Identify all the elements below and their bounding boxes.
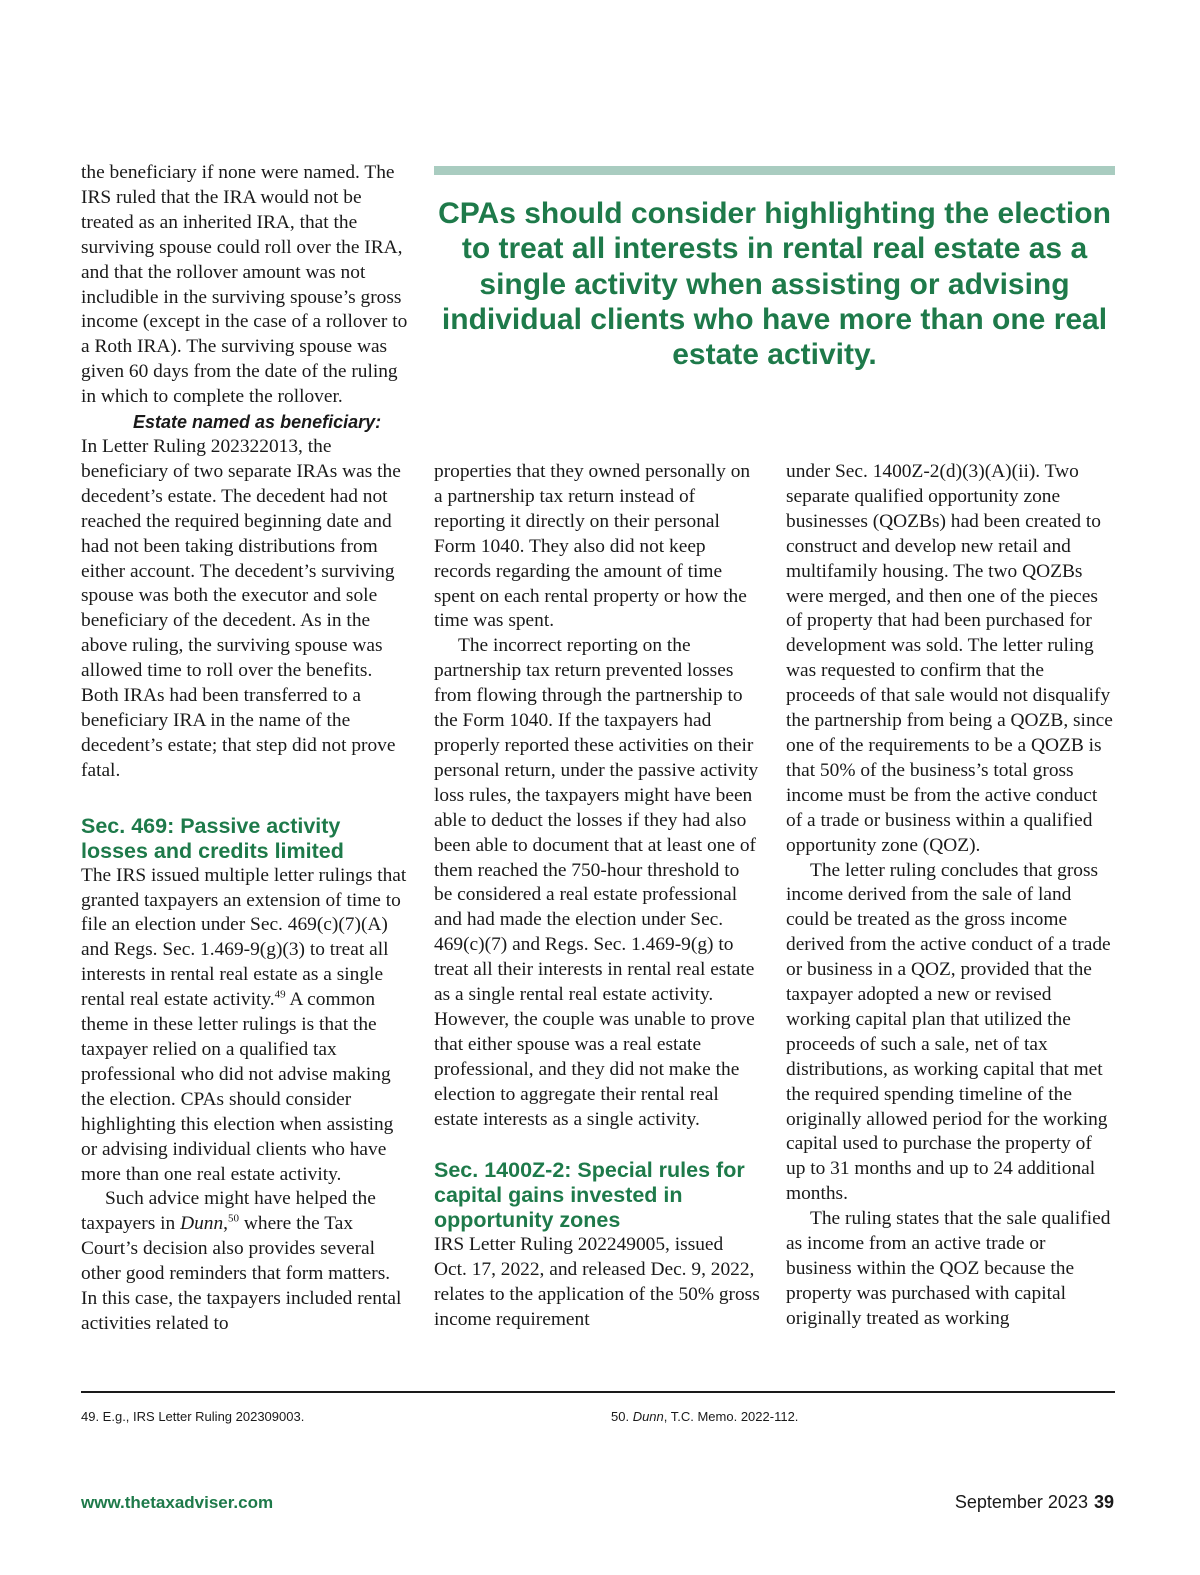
case-name-dunn: Dunn <box>180 1213 224 1235</box>
footnote-ref-49[interactable]: 49 <box>274 988 286 1001</box>
col3-paragraph-1: under Sec. 1400Z-2(d)(3)(A)(ii). Two separate qualified opportunity zone businesses (QOZBs) had been created to construct and develop new retail and multifamily housing. The two QOZBs were merged, and then one of the pieces of property that had been purchased for development was sold. The letter ruling was requested to confirm that the proceeds of that sale would not disqualify the partnership from being a QOZB, since one of the requirements to be a QOZB is that 50% of the business’s total gross income must be from the active conduct of a trade or business within a qualified opportunity zone (QOZ). <box>786 461 1113 856</box>
col1-p3-part-b: A common theme in these letter rulings is that the taxpayer relied on a qualified tax professional who did not advise making the election. CPAs should consider highlighting this election when assisting or advising individual clients who have more than one real estate activity. <box>81 989 394 1185</box>
col1-paragraph-2: In Letter Ruling 202322013, the beneficiary of two separate IRAs was the decedent’s estate. The decedent had not reached the required beginning date and had not been taking distributions from either account. The decedent’s surviving spouse was both the executor and sole beneficiary of the decedent. As in the above ruling, the surviving spouse was allowed time to roll over the benefits. Both IRAs had been transferred to a beneficiary IRA in the name of the decedent’s estate; that step did not prove fatal. <box>81 435 401 781</box>
footnote-ref-50[interactable]: 50 <box>228 1212 240 1225</box>
col1-paragraph-4: Such advice might have helped the taxpayers in Dunn,$^{50}$ where the Tax Court’s decision also provides several other good reminders that form matters. In this case, the taxpayers included rental activities related to <box>81 1188 402 1334</box>
footnote-divider <box>81 1391 1115 1393</box>
col2-paragraph-2: The incorrect reporting on the partnership tax return prevented losses from flowing through the partnership to the Form 1040. If the taxpayers had properly reported these activities on their personal return, under the passive activity loss rules, the taxpayers might have been able to deduct the losses if they had also been able to document that at least one of them reached the 750-hour threshold to be considered a real estate professional and had made the election under Sec. 469(c)(7) and Regs. Sec. 1.469-9(g) to treat all their interests in rental real estate as a single rental real estate activity. However, the couple was unable to prove that either spouse was a real estate professional, and they did not make the election to aggregate their rental real estate interests as a single activity. <box>434 635 759 1130</box>
footnote-50-number: 50. <box>611 1409 633 1424</box>
col1-p3-part-a: The IRS issued multiple letter rulings that granted taxpayers an extension of time to file an election under Sec. 469(c)(7)(A) and Regs. Sec. 1.469-9(g)(3) to treat all interests in rental real estate as a single rental real estate activity. <box>81 864 407 1011</box>
pull-quote-rule <box>434 166 1115 175</box>
section-heading-1400z2: Sec. 1400Z-2: Special rules for capital gains invested in opportunity zones <box>434 1158 745 1233</box>
col2-paragraph-3: IRS Letter Ruling 202249005, issued Oct. 17, 2022, and released Dec. 9, 2022, relates to the application of the 50% gross income requirement <box>434 1234 760 1331</box>
footnote-50-case: Dunn <box>632 1409 664 1424</box>
column-2 <box>434 460 760 1333</box>
col1-paragraph-1: the beneficiary if none were named. The IRS ruled that the IRA would not be treated as an inherited IRA, that the surviving spouse could roll over the IRA, and that the rollover amount was not includible in the surviving spouse’s gross income (except in the case of a rollover to a Roth IRA). The surviving spouse was given 60 days from the date of the ruling in which to complete the rollover. <box>81 162 408 408</box>
col3-paragraph-2: The letter ruling concludes that gross income derived from the sale of land could be treated as the gross income derived from the active conduct of a trade or business in a QOZ, provided that the taxpayer adopted a new or revised working capital plan that utilized the proceeds of such a sale, net of tax distributions, as working capital that met the required spending timeline of the originally allowed period for the working capital used to purchase the property of up to 31 months and up to 24 additional months. <box>786 859 1111 1205</box>
footer-url[interactable]: www.thetaxadviser.com <box>81 1493 274 1512</box>
col3-paragraph-3: The ruling states that the sale qualified as income from an active trade or business within the QOZ because the property was purchased with capital originally treated as working <box>786 1208 1111 1329</box>
section-heading-469: Sec. 469: Passive activity losses and credits limited <box>81 813 344 863</box>
col1-subheading: Estate named as beneficiary: <box>133 412 382 433</box>
column-3 <box>786 460 1116 1332</box>
issue-date: September 2023 <box>954 1492 1088 1512</box>
footer-issue <box>955 1492 1114 1513</box>
col1-paragraph-3 <box>81 864 411 1188</box>
column-1 <box>81 161 411 1337</box>
col2-paragraph-1: properties that they owned personally on a partnership tax return instead of reporting it directly on their personal Form 1040. They also did not keep records regarding the amount of time spent on each rental property or how the time was spent. <box>434 461 751 632</box>
pull-quote: CPAs should consider highlighting the election to treat all interests in rental real estate as a single activity when assisting or advising individual clients who have more than one real estate activity. <box>438 197 1111 372</box>
footnote-50-rest: , T.C. Memo. 2022-112. <box>663 1409 799 1424</box>
col1-p4-part-b: where the Tax Court’s decision also provides several other good reminders that form matters. In this case, the taxpayers included rental activities related to <box>81 1213 402 1334</box>
col1-p4-part-a: Such advice might have helped the taxpayers in <box>81 1188 376 1235</box>
page-number: 39 <box>1093 1492 1114 1512</box>
footnote-49: 49. E.g., IRS Letter Ruling 202309003. <box>81 1409 305 1424</box>
footnote-50 <box>611 1409 798 1424</box>
